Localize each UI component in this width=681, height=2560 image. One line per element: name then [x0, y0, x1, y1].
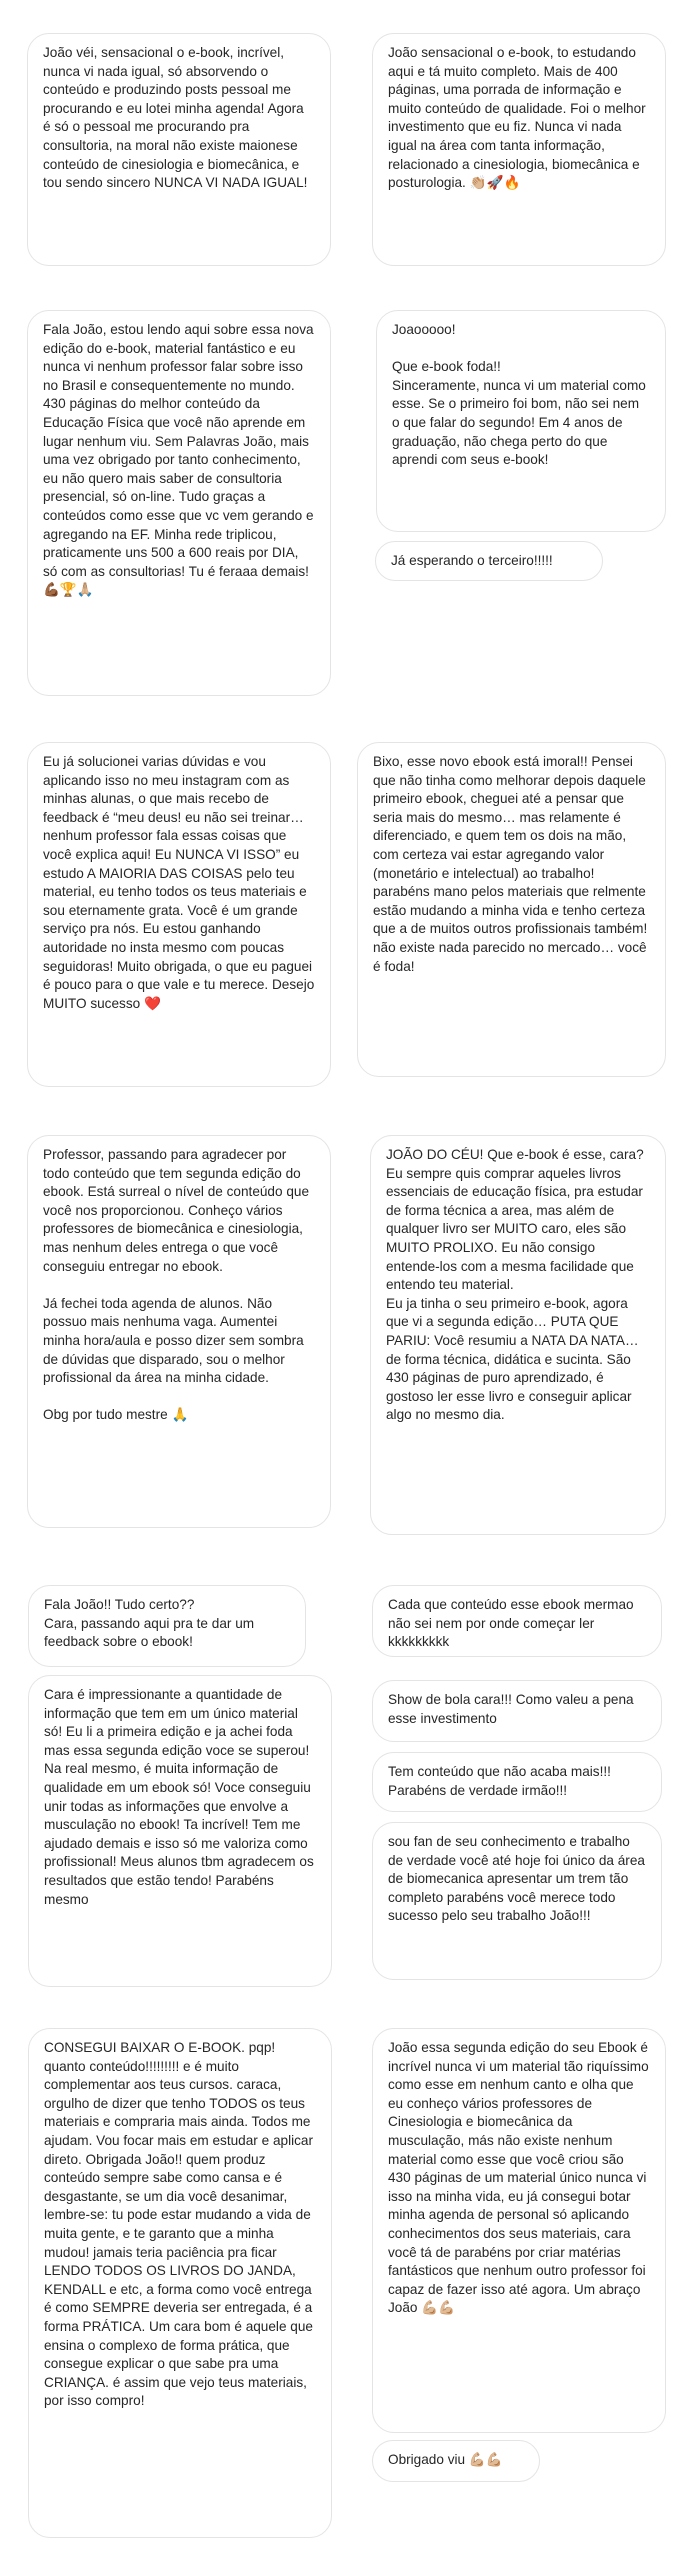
message-bubble: Fala João!! Tudo certo?? Cara, passando aqui pra te dar um feedback sobre o ebook!: [28, 1585, 306, 1667]
message-bubble: CONSEGUI BAIXAR O E-BOOK. pqp! quanto conteúdo!!!!!!!!! e é muito complementar aos teus cursos. caraca, orgulho de dizer que tenho TODOS os teus materiais e compraria mais ainda. Todos me ajudam. Vou focar mais em estudar e aplicar direto. Obrigada João!! quem produz conteúdo sempre sabe como cansa e é desgastante, se um dia você desanimar, lembre-se: tu pode estar mudando a vida de muita gente, e te garanto que a minha mudou! jamais teria paciência pra ficar LENDO TODOS OS LIVROS DO JANDA, KENDALL e etc, a forma como você entrega é como SEMPRE deveria ser entregada, é a forma PRÁTICA. Um cara bom é aquele que ensina o complexo de forma prática, que consegue explicar o que sabe pra uma CRIANÇA. é assim que vejo teus materiais, por isso compro!: [28, 2028, 332, 2538]
message-bubble: Já esperando o terceiro!!!!!: [375, 541, 603, 581]
message-bubble: Cara é impressionante a quantidade de informação que tem em um único material só! Eu li a primeira edição e ja achei foda mas essa segunda edição voce se superou! Na real mesmo, é muita informação de qualidade em um ebook só! Voce conseguiu unir todas as informações que envolve a musculação no ebook! Ta incrível! Tem me ajudado demais e isso só me valoriza como profissional! Meus alunos tbm agradecem os resultados que estão tendo! Parabéns mesmo: [28, 1675, 332, 1987]
message-bubble: João véi, sensacional o e-book, incrível, nunca vi nada igual, só absorvendo o conteúdo e produzindo posts pessoal me procurando e eu lotei minha agenda! Agora é só o pessoal me procurando pra consultoria, na moral não existe maionese conteúdo de cinesiologia e biomecânica, e tou sendo sincero NUNCA VI NADA IGUAL!: [27, 33, 331, 266]
message-bubble: João sensacional o e-book, to estudando aqui e tá muito completo. Mais de 400 páginas, uma porrada de informação e muito conteúdo de qualidade. Foi o melhor investimento que eu fiz. Nunca vi nada igual na área com tanta informação, relacionado a cinesiologia, biomecânica e posturologia. 👏🏼🚀🔥: [372, 33, 666, 266]
message-bubble: JOÃO DO CÉU! Que e-book é esse, cara? Eu sempre quis comprar aqueles livros essenciais de educação física, pra estudar de forma técnica a area, mas além de qualquer livro ser MUITO caro, eles são MUITO PROLIXO. Eu não consigo entende-los com a mesma facilidade que entendo teu material. Eu ja tinha o seu primeiro e-book, agora que vi a segunda edição… PUTA QUE PARIU: Você resumiu a NATA DA NATA… de forma técnica, didática e sucinta. São 430 páginas de puro aprendizado, é gostoso ler esse livro e conseguir aplicar algo no mesmo dia.: [370, 1135, 666, 1535]
message-bubble: Show de bola cara!!! Como valeu a pena esse investimento: [372, 1680, 662, 1742]
message-bubble: Obrigado viu 💪🏼💪🏼: [372, 2440, 540, 2482]
message-bubble: Fala João, estou lendo aqui sobre essa nova edição do e-book, material fantástico e eu nunca vi nenhum professor falar sobre isso no Brasil e consequentemente no mundo. 430 páginas do melhor conteúdo da Educação Física que você não aprende em lugar nenhum viu. Sem Palavras João, mais uma vez obrigado por tanto conhecimento, eu não quero mais saber de consultoria presencial, só on-line. Tudo graças a conteúdos como esse que vc vem gerando e agregando na EF. Minha rede triplicou, praticamente uns 500 a 600 reais por DIA, só com as consultorias! Tu é feraaa demais! 💪🏾🏆🙏🏼: [27, 310, 331, 696]
message-bubble: Cada que conteúdo esse ebook mermao não sei nem por onde começar ler kkkkkkkkk: [372, 1585, 662, 1657]
message-bubble: Tem conteúdo que não acaba mais!!! Parabéns de verdade irmão!!!: [372, 1752, 662, 1812]
message-bubble: Professor, passando para agradecer por todo conteúdo que tem segunda edição do ebook. Está surreal o nível de conteúdo que você nos proporcionou. Conheço vários professores de biomecânica e cinesiologia, mas nenhum deles entrega o que você conseguiu entregar no ebook. Já fechei toda agenda de alunos. Não possuo mais nenhuma vaga. Aumentei minha hora/aula e posso dizer sem sombra de dúvidas que disparado, sou o melhor profissional da área na minha cidade. Obg por tudo mestre 🙏: [27, 1135, 331, 1528]
message-bubble: Joaooooo! Que e-book foda!! Sinceramente, nunca vi um material como esse. Se o primeiro foi bom, não sei nem o que falar do segundo! Em 4 anos de graduação, não chega perto do que aprendi com seus e-book!: [376, 310, 666, 532]
message-bubble: João essa segunda edição do seu Ebook é incrível nunca vi um material tão riquíssimo como esse em nenhum canto e olha que eu conheço vários professores de Cinesiologia e biomecânica da musculação, más não existe nenhum material como esse que você criou são 430 páginas de um material único nunca vi isso na minha vida, eu já consegui botar minha agenda de personal só aplicando conhecimentos dos seus materiais, cara você tá de parabéns por criar matérias fantásticos que nenhum outro professor foi capaz de fazer isso até agora. Um abraço João 💪🏼💪🏼: [372, 2028, 666, 2433]
message-bubble: sou fan de seu conhecimento e trabalho de verdade você até hoje foi único da área de biomecanica apresentar um trem tão completo parabéns você merece todo sucesso pelo seu trabalho João!!!: [372, 1822, 662, 1980]
message-bubble: Bixo, esse novo ebook está imoral!! Pensei que não tinha como melhorar depois daquele primeiro ebook, cheguei até a pensar que seria mais do mesmo… mas relamente é diferenciado, e quem tem os dois na mão, com certeza vai estar agregando valor (monetário e intelectual) ao trabalho! parabéns mano pelos materiais que relmente estão mudando a minha vida e tenho certeza que a de muitos outros profissionais também! não existe nada parecido no mercado… você é foda!: [357, 742, 666, 1077]
message-bubble: Eu já solucionei varias dúvidas e vou aplicando isso no meu instagram com as minhas alunas, o que mais recebo de feedback é “meu deus! eu não sei treinar… nenhum professor fala essas coisas que você explica aqui! Eu NUNCA VI ISSO” eu estudo A MAIORIA DAS COISAS pelo teu material, eu tenho todos os teus materiais e sou eternamente grata. Você é um grande serviço pra nós. Eu estou ganhando autoridade no insta mesmo com poucas seguidoras! Muito obrigada, o que eu paguei é pouco para o que vale e tu merece. Desejo MUITO sucesso ❤️: [27, 742, 331, 1087]
